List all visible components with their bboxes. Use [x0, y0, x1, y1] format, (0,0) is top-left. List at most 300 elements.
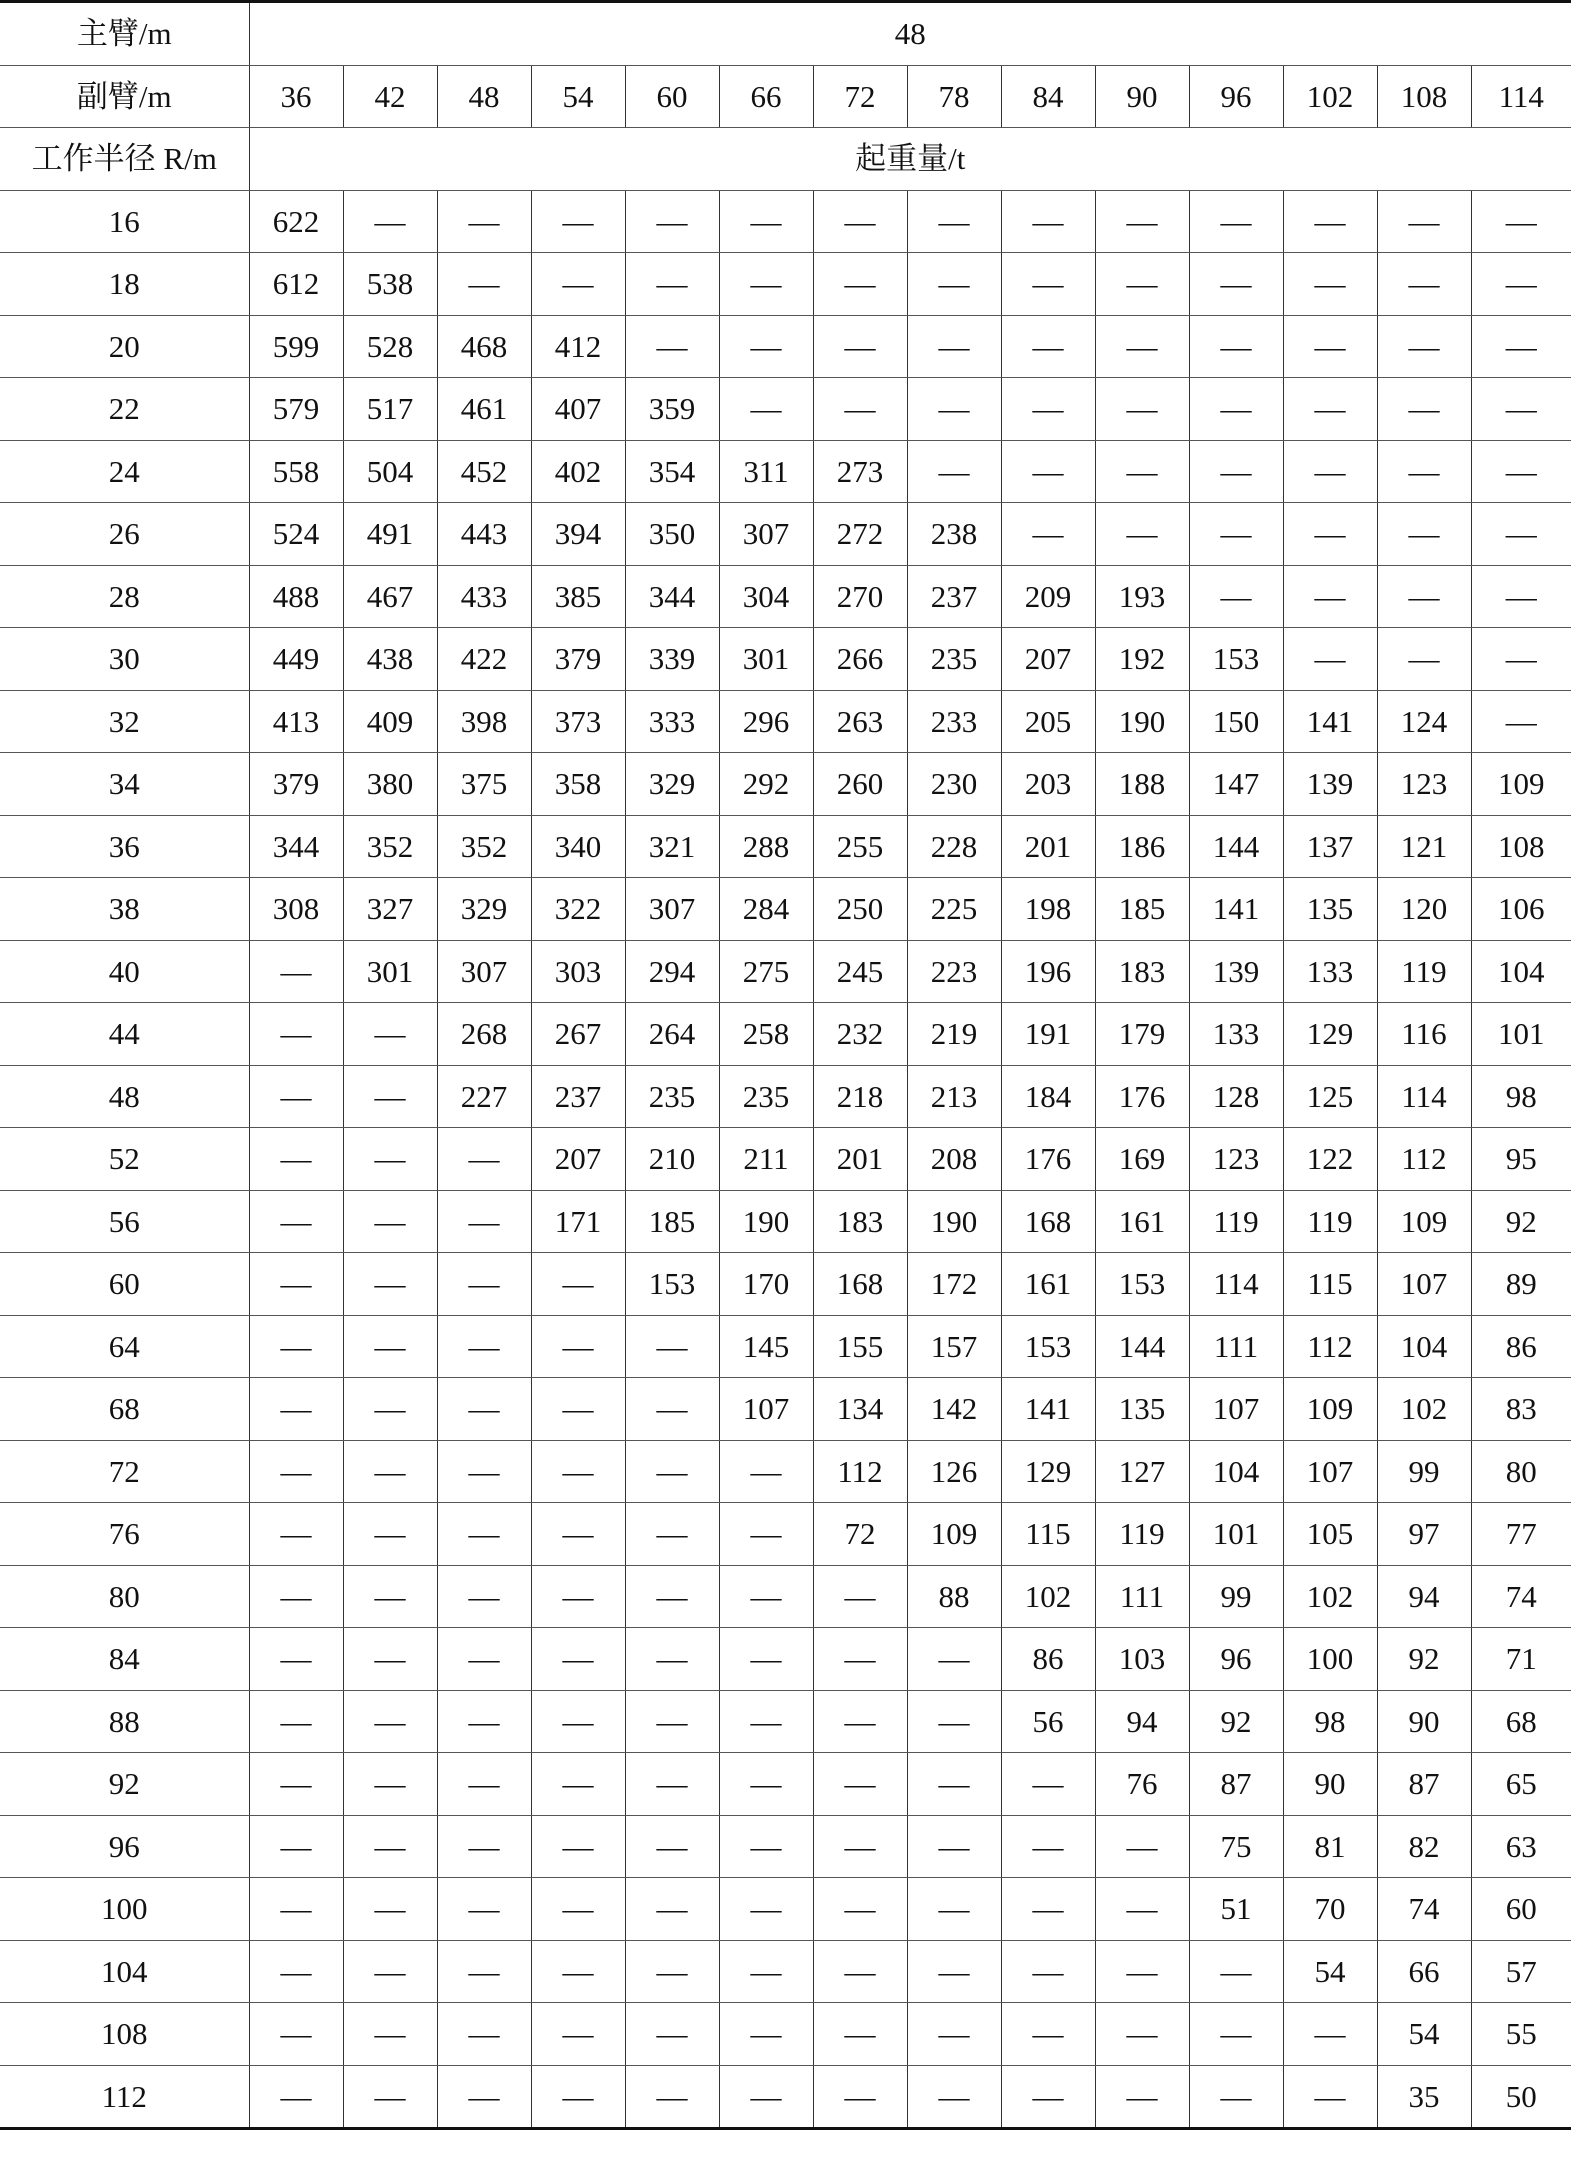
main-boom-label: 主臂/m [0, 2, 249, 66]
capacity-cell: 264 [625, 1003, 719, 1066]
capacity-cell: — [625, 1503, 719, 1566]
capacity-cell: — [625, 1565, 719, 1628]
capacity-cell: 558 [249, 440, 343, 503]
capacity-cell: 538 [343, 253, 437, 316]
capacity-cell: 101 [1471, 1003, 1571, 1066]
capacity-cell: 255 [813, 815, 907, 878]
capacity-cell: — [625, 1878, 719, 1941]
capacity-cell: 123 [1189, 1128, 1283, 1191]
capacity-cell: — [531, 2003, 625, 2066]
capacity-cell: 133 [1283, 940, 1377, 1003]
capacity-cell: 354 [625, 440, 719, 503]
capacity-cell: 210 [625, 1128, 719, 1191]
radius-header-row [0, 128, 1571, 191]
capacity-cell: — [625, 1940, 719, 2003]
capacity-cell: 207 [531, 1128, 625, 1191]
capacity-cell: 144 [1189, 815, 1283, 878]
capacity-cell: — [437, 1315, 531, 1378]
capacity-cell: — [719, 1940, 813, 2003]
capacity-cell: 185 [625, 1190, 719, 1253]
capacity-cell: 268 [437, 1003, 531, 1066]
radius-cell: 60 [0, 1253, 249, 1316]
capacity-cell: — [1095, 440, 1189, 503]
capacity-cell: 196 [1001, 940, 1095, 1003]
capacity-cell: — [1189, 440, 1283, 503]
jib-length-cell: 72 [813, 65, 907, 128]
table-row [0, 2003, 1571, 2066]
capacity-cell: 188 [1095, 753, 1189, 816]
capacity-cell: 155 [813, 1315, 907, 1378]
capacity-cell: — [1377, 503, 1471, 566]
capacity-cell: 398 [437, 690, 531, 753]
capacity-cell: 74 [1471, 1565, 1571, 1628]
jib-length-cell: 60 [625, 65, 719, 128]
capacity-cell: 102 [1283, 1565, 1377, 1628]
jib-length-cell: 48 [437, 65, 531, 128]
capacity-cell: 114 [1377, 1065, 1471, 1128]
capacity-cell: 209 [1001, 565, 1095, 628]
capacity-cell: 92 [1377, 1628, 1471, 1691]
capacity-cell: — [531, 1690, 625, 1753]
capacity-cell: 524 [249, 503, 343, 566]
radius-cell: 16 [0, 190, 249, 253]
capacity-cell: — [531, 1315, 625, 1378]
capacity-cell: — [249, 940, 343, 1003]
capacity-cell: 55 [1471, 2003, 1571, 2066]
capacity-cell: 101 [1189, 1503, 1283, 1566]
capacity-cell: 54 [1283, 1940, 1377, 2003]
capacity-cell: 119 [1095, 1503, 1189, 1566]
capacity-cell: — [813, 1815, 907, 1878]
jib-length-cell: 42 [343, 65, 437, 128]
capacity-cell: — [719, 190, 813, 253]
capacity-cell: — [249, 1190, 343, 1253]
capacity-cell: 172 [907, 1253, 1001, 1316]
capacity-cell: 307 [719, 503, 813, 566]
capacity-cell: 35 [1377, 2065, 1471, 2129]
capacity-cell: — [1001, 2065, 1095, 2129]
capacity-cell: 223 [907, 940, 1001, 1003]
capacity-cell: 115 [1001, 1503, 1095, 1566]
capacity-cell: 273 [813, 440, 907, 503]
capacity-cell: 115 [1283, 1253, 1377, 1316]
capacity-cell: 375 [437, 753, 531, 816]
capacity-cell: — [625, 2003, 719, 2066]
capacity-cell: — [531, 1378, 625, 1441]
capacity-cell: 119 [1377, 940, 1471, 1003]
capacity-cell: — [907, 1628, 1001, 1691]
capacity-cell: — [719, 1628, 813, 1691]
capacity-cell: 292 [719, 753, 813, 816]
capacity-cell: 327 [343, 878, 437, 941]
capacity-cell: 352 [437, 815, 531, 878]
capacity-cell: 119 [1283, 1190, 1377, 1253]
capacity-cell: 232 [813, 1003, 907, 1066]
capacity-cell: — [437, 2003, 531, 2066]
capacity-cell: — [531, 190, 625, 253]
capacity-cell: — [437, 190, 531, 253]
capacity-cell: — [531, 1565, 625, 1628]
capacity-cell: — [437, 1565, 531, 1628]
capacity-cell: — [531, 1878, 625, 1941]
capacity-cell: 294 [625, 940, 719, 1003]
capacity-cell: — [249, 1878, 343, 1941]
capacity-cell: — [1283, 2065, 1377, 2129]
capacity-cell: 235 [907, 628, 1001, 691]
radius-cell: 52 [0, 1128, 249, 1191]
capacity-cell: — [719, 2065, 813, 2129]
capacity-cell: 311 [719, 440, 813, 503]
capacity-cell: — [1471, 690, 1571, 753]
capacity-cell: 237 [907, 565, 1001, 628]
capacity-cell: 102 [1001, 1565, 1095, 1628]
capacity-cell: — [907, 378, 1001, 441]
capacity-cell: — [1189, 2065, 1283, 2129]
table-row [0, 1378, 1571, 1441]
capacity-cell: — [437, 1440, 531, 1503]
capacity-cell: — [343, 190, 437, 253]
capacity-cell: 422 [437, 628, 531, 691]
radius-cell: 108 [0, 2003, 249, 2066]
capacity-cell: — [343, 1065, 437, 1128]
capacity-cell: 321 [625, 815, 719, 878]
radius-cell: 96 [0, 1815, 249, 1878]
capacity-cell: — [1377, 253, 1471, 316]
capacity-cell: 394 [531, 503, 625, 566]
capacity-cell: 176 [1095, 1065, 1189, 1128]
capacity-cell: — [719, 1503, 813, 1566]
table-row [0, 1253, 1571, 1316]
capacity-cell: 95 [1471, 1128, 1571, 1191]
capacity-cell: — [907, 2065, 1001, 2129]
capacity-cell: — [1095, 2003, 1189, 2066]
radius-cell: 22 [0, 378, 249, 441]
capacity-cell: 412 [531, 315, 625, 378]
radius-cell: 56 [0, 1190, 249, 1253]
capacity-cell: 109 [907, 1503, 1001, 1566]
table-row [0, 440, 1571, 503]
capacity-cell: 219 [907, 1003, 1001, 1066]
capacity-cell: 275 [719, 940, 813, 1003]
capacity-cell: 68 [1471, 1690, 1571, 1753]
capacity-cell: 135 [1095, 1378, 1189, 1441]
capacity-cell: 358 [531, 753, 625, 816]
capacity-cell: — [343, 1440, 437, 1503]
capacity-cell: — [907, 1753, 1001, 1816]
table-row [0, 253, 1571, 316]
capacity-cell: 88 [907, 1565, 1001, 1628]
main-boom-value: 48 [249, 2, 1571, 66]
capacity-cell: 179 [1095, 1003, 1189, 1066]
capacity-cell: 409 [343, 690, 437, 753]
capacity-cell: 340 [531, 815, 625, 878]
capacity-cell: — [1189, 378, 1283, 441]
capacity-cell: 105 [1283, 1503, 1377, 1566]
capacity-cell: — [249, 1315, 343, 1378]
capacity-cell: — [437, 1628, 531, 1691]
table-row [0, 753, 1571, 816]
capacity-cell: 260 [813, 753, 907, 816]
capacity-cell: 94 [1377, 1565, 1471, 1628]
capacity-cell: 504 [343, 440, 437, 503]
capacity-cell: — [249, 1628, 343, 1691]
capacity-cell: — [1001, 503, 1095, 566]
capacity-cell: — [1001, 1940, 1095, 2003]
capacity-cell: 303 [531, 940, 625, 1003]
capacity-cell: — [531, 1753, 625, 1816]
jib-length-cell: 96 [1189, 65, 1283, 128]
capacity-cell: 120 [1377, 878, 1471, 941]
capacity-cell: 77 [1471, 1503, 1571, 1566]
capacity-cell: — [1377, 378, 1471, 441]
capacity-cell: — [813, 315, 907, 378]
capacity-cell: 307 [625, 878, 719, 941]
capacity-cell: — [343, 1753, 437, 1816]
capacity-cell: 245 [813, 940, 907, 1003]
table-row [0, 2065, 1571, 2129]
capacity-cell: — [249, 1440, 343, 1503]
capacity-cell: — [249, 1815, 343, 1878]
capacity-cell: 284 [719, 878, 813, 941]
jib-length-cell: 36 [249, 65, 343, 128]
capacity-cell: 104 [1377, 1315, 1471, 1378]
radius-cell: 64 [0, 1315, 249, 1378]
capacity-cell: 96 [1189, 1628, 1283, 1691]
jib-header-row [0, 65, 1571, 128]
capacity-cell: — [1283, 190, 1377, 253]
capacity-cell: — [813, 2003, 907, 2066]
capacity-cell: 211 [719, 1128, 813, 1191]
capacity-cell: — [907, 2003, 1001, 2066]
capacity-cell: 190 [1095, 690, 1189, 753]
capacity-cell: — [343, 1503, 437, 1566]
capacity-cell: — [719, 315, 813, 378]
capacity-cell: 183 [1095, 940, 1189, 1003]
capacity-cell: — [1283, 2003, 1377, 2066]
capacity-cell: 169 [1095, 1128, 1189, 1191]
capacity-cell: 109 [1283, 1378, 1377, 1441]
capacity-cell: 380 [343, 753, 437, 816]
capacity-cell: 100 [1283, 1628, 1377, 1691]
capacity-cell: 135 [1283, 878, 1377, 941]
capacity-cell: — [1001, 1878, 1095, 1941]
capacity-cell: 203 [1001, 753, 1095, 816]
capacity-cell: 237 [531, 1065, 625, 1128]
table-row [0, 1190, 1571, 1253]
capacity-cell: 112 [1377, 1128, 1471, 1191]
capacity-cell: 153 [1095, 1253, 1189, 1316]
capacity-cell: 288 [719, 815, 813, 878]
capacity-cell: 125 [1283, 1065, 1377, 1128]
capacity-cell: 379 [249, 753, 343, 816]
capacity-cell: 80 [1471, 1440, 1571, 1503]
capacity-cell: — [1001, 190, 1095, 253]
capacity-cell: 121 [1377, 815, 1471, 878]
radius-cell: 48 [0, 1065, 249, 1128]
capacity-cell: 56 [1001, 1690, 1095, 1753]
capacity-cell: — [531, 2065, 625, 2129]
capacity-cell: 185 [1095, 878, 1189, 941]
capacity-cell: 98 [1283, 1690, 1377, 1753]
radius-cell: 80 [0, 1565, 249, 1628]
radius-cell: 76 [0, 1503, 249, 1566]
capacity-cell: 153 [1189, 628, 1283, 691]
capacity-cell: 114 [1189, 1253, 1283, 1316]
capacity-cell: 112 [1283, 1315, 1377, 1378]
capacity-cell: 153 [625, 1253, 719, 1316]
radius-cell: 88 [0, 1690, 249, 1753]
capacity-cell: — [249, 1378, 343, 1441]
capacity-cell: 147 [1189, 753, 1283, 816]
radius-cell: 72 [0, 1440, 249, 1503]
capacity-cell: 141 [1283, 690, 1377, 753]
radius-cell: 68 [0, 1378, 249, 1441]
capacity-cell: — [343, 1315, 437, 1378]
capacity-cell: 407 [531, 378, 625, 441]
capacity-cell: — [719, 1440, 813, 1503]
capacity-cell: — [719, 1878, 813, 1941]
capacity-cell: — [813, 1565, 907, 1628]
capacity-cell: 141 [1189, 878, 1283, 941]
capacity-cell: 270 [813, 565, 907, 628]
capacity-cell: — [249, 2003, 343, 2066]
capacity-cell: — [1095, 2065, 1189, 2129]
capacity-cell: 124 [1377, 690, 1471, 753]
capacity-cell: — [719, 1753, 813, 1816]
capacity-cell: 144 [1095, 1315, 1189, 1378]
capacity-cell: 129 [1283, 1003, 1377, 1066]
table-row [0, 1065, 1571, 1128]
capacity-cell: — [343, 1878, 437, 1941]
capacity-cell: 359 [625, 378, 719, 441]
capacity-cell: 92 [1471, 1190, 1571, 1253]
capacity-cell: 438 [343, 628, 437, 691]
capacity-cell: — [813, 1690, 907, 1753]
capacity-cell: — [437, 2065, 531, 2129]
capacity-cell: — [625, 1315, 719, 1378]
capacity-cell: — [249, 1503, 343, 1566]
capacity-cell: — [343, 1565, 437, 1628]
capacity-cell: 176 [1001, 1128, 1095, 1191]
capacity-cell: 296 [719, 690, 813, 753]
capacity-cell: 104 [1471, 940, 1571, 1003]
capacity-cell: 97 [1377, 1503, 1471, 1566]
capacity-cell: 402 [531, 440, 625, 503]
capacity-cell: 329 [437, 878, 531, 941]
capacity-cell: — [1095, 378, 1189, 441]
capacity-cell: — [531, 1503, 625, 1566]
capacity-cell: — [719, 1690, 813, 1753]
capacity-cell: 94 [1095, 1690, 1189, 1753]
radius-cell: 26 [0, 503, 249, 566]
capacity-cell: — [1189, 503, 1283, 566]
capacity-cell: — [719, 253, 813, 316]
capacity-cell: 57 [1471, 1940, 1571, 2003]
jib-length-cell: 66 [719, 65, 813, 128]
capacity-cell: — [1095, 1878, 1189, 1941]
radius-cell: 40 [0, 940, 249, 1003]
radius-cell: 20 [0, 315, 249, 378]
capacity-cell: 329 [625, 753, 719, 816]
capacity-cell: — [343, 1128, 437, 1191]
capacity-cell: 139 [1283, 753, 1377, 816]
capacity-cell: — [343, 1190, 437, 1253]
capacity-cell: — [1283, 440, 1377, 503]
capacity-cell: 468 [437, 315, 531, 378]
capacity-cell: 75 [1189, 1815, 1283, 1878]
capacity-cell: — [249, 1128, 343, 1191]
capacity-cell: — [1283, 565, 1377, 628]
main-boom-header-row [0, 2, 1571, 66]
capacity-cell: — [249, 1253, 343, 1316]
capacity-cell: 191 [1001, 1003, 1095, 1066]
capacity-cell: — [1283, 378, 1377, 441]
capacity-cell: — [531, 1628, 625, 1691]
capacity-cell: 207 [1001, 628, 1095, 691]
capacity-cell: 266 [813, 628, 907, 691]
capacity-cell: 74 [1377, 1878, 1471, 1941]
table-row [0, 1878, 1571, 1941]
capacity-cell: — [1095, 503, 1189, 566]
capacity-cell: 201 [1001, 815, 1095, 878]
capacity-cell: — [1001, 2003, 1095, 2066]
capacity-cell: 92 [1189, 1690, 1283, 1753]
capacity-cell: 350 [625, 503, 719, 566]
capacity-cell: 83 [1471, 1378, 1571, 1441]
capacity-cell: 190 [907, 1190, 1001, 1253]
capacity-cell: — [437, 1940, 531, 2003]
capacity-cell: 109 [1471, 753, 1571, 816]
table-row [0, 315, 1571, 378]
capacity-cell: 82 [1377, 1815, 1471, 1878]
capacity-cell: — [813, 1753, 907, 1816]
capacity-cell: — [249, 1753, 343, 1816]
capacity-cell: 127 [1095, 1440, 1189, 1503]
capacity-cell: 225 [907, 878, 1001, 941]
capacity-cell: 70 [1283, 1878, 1377, 1941]
capacity-cell: — [343, 1003, 437, 1066]
capacity-cell: 65 [1471, 1753, 1571, 1816]
capacity-cell: — [1189, 2003, 1283, 2066]
capacity-cell: — [813, 1940, 907, 2003]
radius-cell: 38 [0, 878, 249, 941]
table-row [0, 1940, 1571, 2003]
capacity-cell: — [1471, 440, 1571, 503]
capacity-cell: 134 [813, 1378, 907, 1441]
capacity-cell: 99 [1189, 1565, 1283, 1628]
capacity-cell: 90 [1283, 1753, 1377, 1816]
capacity-cell: 304 [719, 565, 813, 628]
capacity-cell: — [1189, 190, 1283, 253]
capacity-cell: 107 [1283, 1440, 1377, 1503]
capacity-cell: 72 [813, 1503, 907, 1566]
capacity-cell: 111 [1189, 1315, 1283, 1378]
capacity-cell: 307 [437, 940, 531, 1003]
capacity-cell: 99 [1377, 1440, 1471, 1503]
capacity-cell: — [625, 1753, 719, 1816]
capacity-cell: 579 [249, 378, 343, 441]
capacity-cell: 272 [813, 503, 907, 566]
capacity-cell: 233 [907, 690, 1001, 753]
capacity-cell: 50 [1471, 2065, 1571, 2129]
capacity-cell: — [249, 1065, 343, 1128]
jib-length-cell: 114 [1471, 65, 1571, 128]
capacity-cell: 123 [1377, 753, 1471, 816]
capacity-cell: 227 [437, 1065, 531, 1128]
capacity-cell: 301 [719, 628, 813, 691]
capacity-cell: 139 [1189, 940, 1283, 1003]
capacity-cell: 107 [1189, 1378, 1283, 1441]
